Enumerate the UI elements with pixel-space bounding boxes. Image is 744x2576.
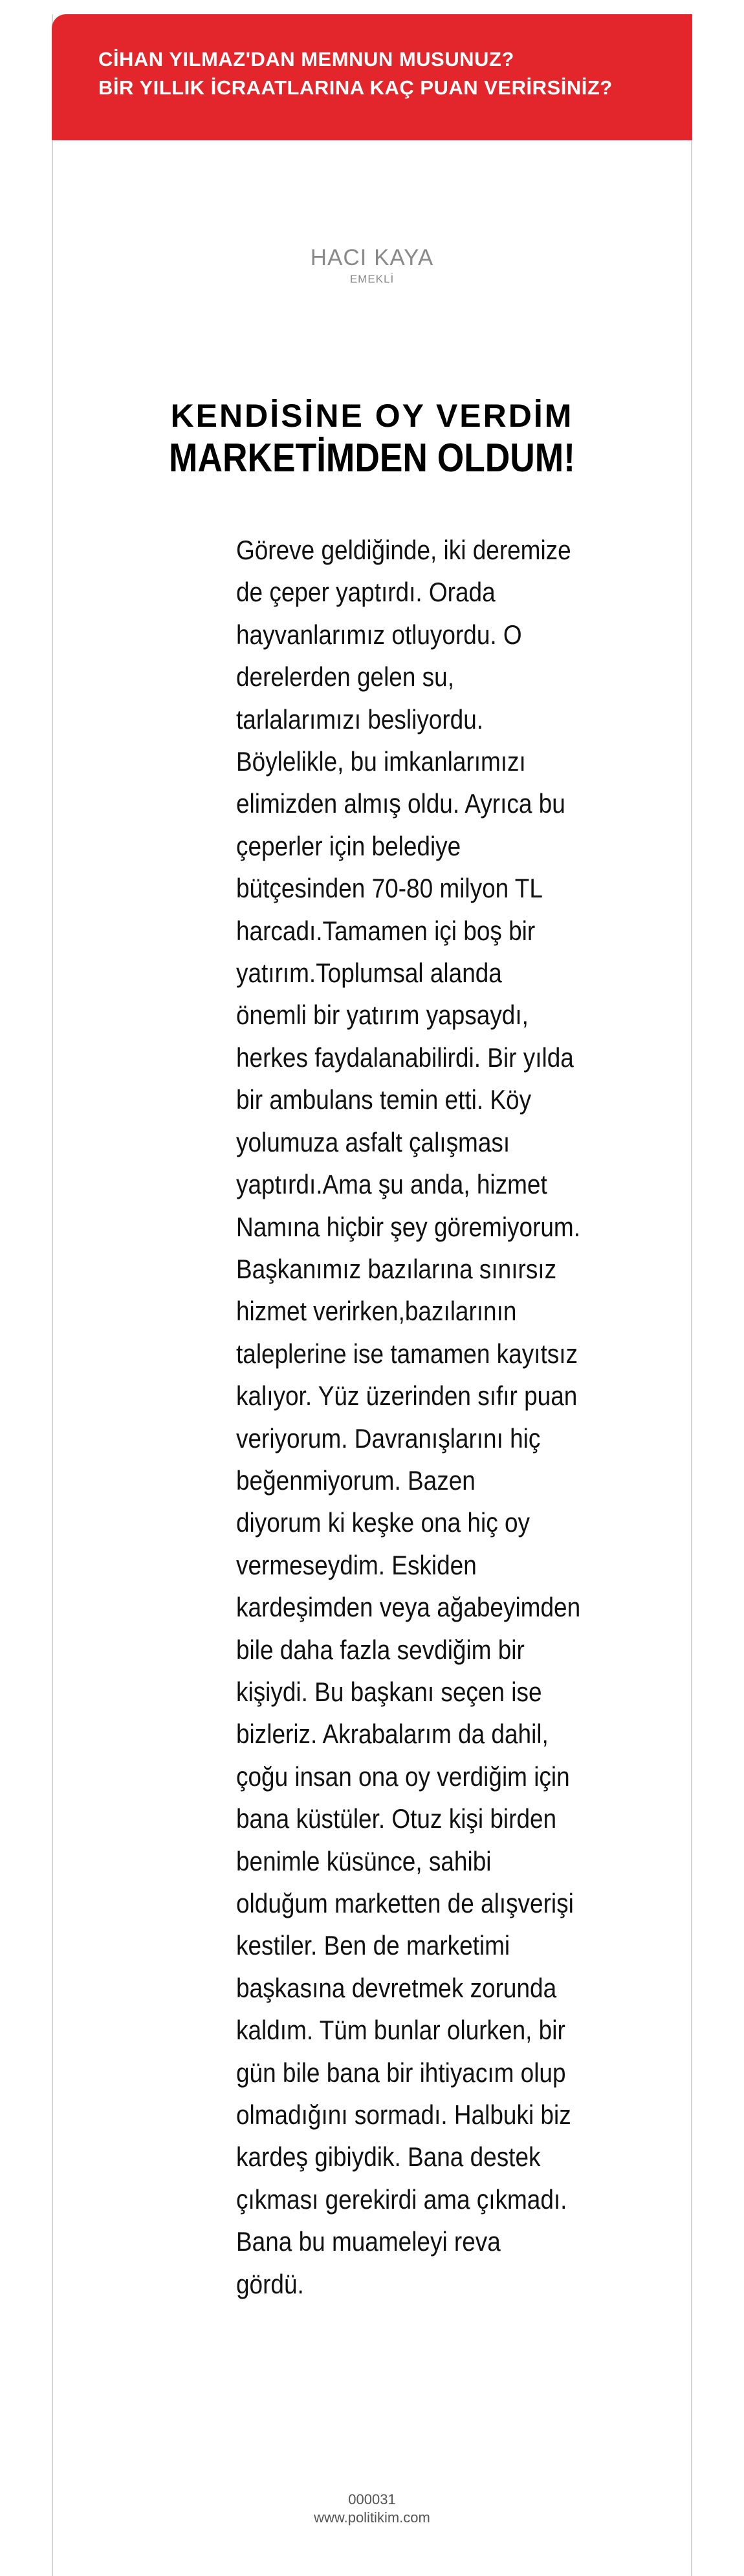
- article-line: Göreve geldiğinde, iki deremize: [236, 535, 571, 565]
- article-line: kardeşimden veya ağabeyimden: [236, 1592, 581, 1623]
- article-headline: [52, 396, 692, 481]
- article-line: diyorum ki keşke ona hiç oy: [236, 1507, 530, 1538]
- article-line: hayvanlarımız otluyordu. O: [236, 619, 522, 650]
- article-line: taleplerine ise tamamen kayıtsız: [236, 1338, 578, 1369]
- banner-question-line-2: BİR YILLIK İCRAATLARINA KAÇ PUAN VERİRSİNİZ?: [98, 76, 613, 99]
- page-footer: [52, 2491, 692, 2527]
- article-line: önemli bir yatırım yapsaydı,: [236, 1000, 529, 1031]
- article-line: hizmet verirken,bazılarının: [236, 1296, 517, 1327]
- article-line: olmadığını sormadı. Halbuki biz: [236, 2099, 571, 2131]
- article-line: yolumuza asfalt çalışması: [236, 1126, 510, 1157]
- article-line: beğenmiyorum. Bazen: [236, 1465, 476, 1496]
- article-line: herkes faydalanabilirdi. Bir yılda: [236, 1042, 574, 1073]
- website-url: www.politikim.com: [314, 2509, 430, 2526]
- banner-question-line-1: CİHAN YILMAZ'DAN MEMNUN MUSUNUZ?: [98, 48, 514, 70]
- article-line: kaldım. Tüm bunlar olurken, bir: [236, 2015, 565, 2046]
- article-line: bütçesinden 70-80 milyon TL: [236, 873, 543, 904]
- article-line: çoğu insan ona oy verdiğim için: [236, 1761, 570, 1792]
- article-line: elimizden almış oldu. Ayrıca bu: [236, 788, 565, 819]
- article-line: Namına hiçbir şey göremiyorum.: [236, 1211, 580, 1242]
- article-line: olduğum marketten de alışverişi: [236, 1888, 574, 1918]
- article-line: harcadı.Tamamen içi boş bir: [236, 915, 536, 946]
- article-line: Başkanımız bazılarına sınırsız: [236, 1253, 557, 1284]
- author-role: EMEKLİ: [349, 273, 395, 285]
- article-body: [236, 529, 581, 2305]
- article-line: kestiler. Ben de marketimi: [236, 1930, 510, 1961]
- headline-line-1: KENDİSİNE OY VERDİM: [170, 398, 574, 434]
- article-line: benimle küsünce, sahibi: [236, 1845, 492, 1876]
- article-line: de çeper yaptırdı. Orada: [236, 577, 496, 608]
- article-line: bizleriz. Akrabalarım da dahil,: [236, 1719, 549, 1750]
- headline-line-2: MARKETİMDEN OLDUM!: [169, 436, 575, 480]
- article-line: çıkması gerekirdi ama çıkmadı.: [236, 2184, 567, 2215]
- article-line: vermeseydim. Eskiden: [236, 1549, 477, 1580]
- article-line: yaptırdı.Ama şu anda, hizmet: [236, 1169, 547, 1200]
- article-line: veriyorum. Davranışlarını hiç: [236, 1422, 541, 1454]
- article-line: derelerden gelen su,: [236, 661, 454, 692]
- article-line: Böylelikle, bu imkanlarımızı: [236, 746, 526, 777]
- author-name: HACI KAYA: [310, 245, 434, 270]
- article-line: kalıyor. Yüz üzerinden sıfır puan: [236, 1380, 578, 1411]
- article-line: bir ambulans temin etti. Köy: [236, 1084, 532, 1115]
- article-line: bana küstüler. Otuz kişi birden: [236, 1803, 557, 1834]
- survey-banner: [52, 14, 692, 140]
- page-code: 000031: [348, 2491, 396, 2507]
- author-block: [52, 244, 692, 287]
- article-line: yatırım.Toplumsal alanda: [236, 958, 502, 989]
- article-line: gün bile bana bir ihtiyacım olup: [236, 2057, 566, 2088]
- article-line: gördü.: [236, 2268, 304, 2299]
- article-line: Bana bu muameleyi reva: [236, 2226, 501, 2257]
- article-line: çeperler için belediye: [236, 830, 461, 861]
- article-line: başkasına devretmek zorunda: [236, 1972, 557, 2003]
- article-line: kardeş gibiydik. Bana destek: [236, 2141, 541, 2173]
- article-line: bile daha fazla sevdiğim bir: [236, 1634, 525, 1665]
- article-line: tarlalarımızı besliyordu.: [236, 703, 484, 735]
- article-line: kişiydi. Bu başkanı seçen ise: [236, 1676, 542, 1707]
